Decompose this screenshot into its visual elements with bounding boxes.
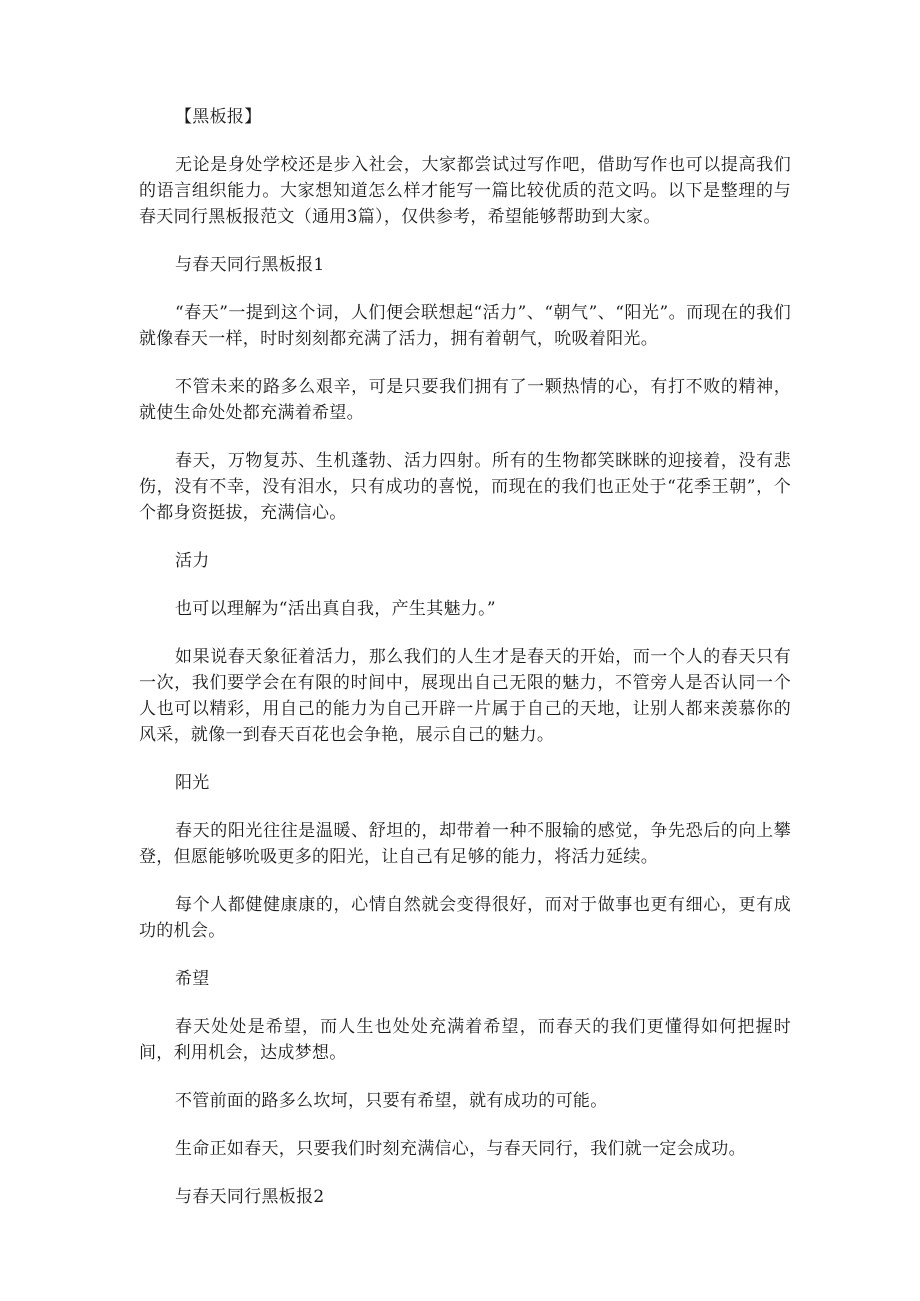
paragraph-9: 不管前面的路多么坎坷，只要有希望，就有成功的可能。	[175, 1091, 608, 1111]
document-body	[139, 104, 791, 1232]
subheading-sunshine: 阳光	[175, 773, 210, 793]
subheading-hope: 希望	[175, 969, 210, 989]
paragraph-1: “春天”一提到这个词，人们便会联想起“活力”、“朝气”、“阳光”。而现在的我们就像春天一样，时时刻刻都充满了活力，拥有着朝气，吮吸着阳光。	[139, 303, 791, 349]
paragraph-2: 不管未来的路多么艰辛，可是只要我们拥有了一颗热情的心，有打不败的精神，就使生命处处都充满着希望。	[139, 377, 791, 423]
section-1-title: 与春天同行黑板报1	[175, 255, 325, 275]
document-tag: 【黑板报】	[175, 107, 262, 127]
paragraph-7: 每个人都健健康康的，心情自然就会变得很好，而对于做事也更有细心，更有成功的机会。	[139, 895, 791, 941]
paragraph-4: 也可以理解为“活出真自我，产生其魅力。”	[175, 599, 496, 619]
paragraph-3: 春天，万物复苏、生机蓬勃、活力四射。所有的生物都笑眯眯的迎接着，没有悲伤，没有不幸，没有泪水，只有成功的喜悦，而现在的我们也正处于“花季王朝”，个个都身资挺拔，充满信心。	[139, 451, 791, 523]
intro-paragraph: 无论是身处学校还是步入社会，大家都尝试过写作吧，借助写作也可以提高我们的语言组织能力。大家想知道怎么样才能写一篇比较优质的范文吗。以下是整理的与春天同行黑板报范文（通用3篇），仅供参考，希望能够帮助到大家。	[139, 155, 791, 227]
paragraph-5: 如果说春天象征着活力，那么我们的人生才是春天的开始，而一个人的春天只有一次，我们要学会在有限的时间中，展现出自己无限的魅力，不管旁人是否认同一个人也可以精彩，用自己的能力为自己开辟一片属于自己的天地，让别人都来羡慕你的风采，就像一到春天百花也会争艳，展示自己的魅力。	[139, 647, 791, 745]
paragraph-6: 春天的阳光往往是温暖、舒坦的，却带着一种不服输的感觉，争先恐后的向上攀登，但愿能够吮吸更多的阳光，让自己有足够的能力，将活力延续。	[139, 821, 791, 867]
paragraph-8: 春天处处是希望，而人生也处处充满着希望，而春天的我们更懂得如何把握时间，利用机会，达成梦想。	[139, 1017, 791, 1063]
subheading-vitality: 活力	[175, 551, 210, 571]
paragraph-10: 生命正如春天，只要我们时刻充满信心，与春天同行，我们就一定会成功。	[175, 1139, 746, 1159]
section-2-title: 与春天同行黑板报2	[175, 1187, 325, 1207]
